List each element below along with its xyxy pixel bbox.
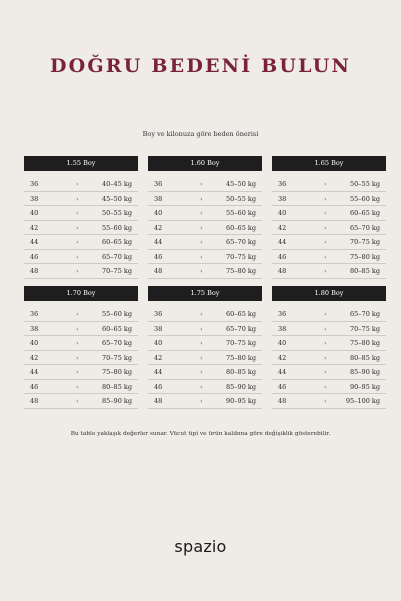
chevron-right-icon: › — [200, 194, 203, 203]
table-row — [24, 351, 138, 366]
weight-range: 95–100 kg — [345, 397, 380, 405]
weight-range: 85–90 kg — [350, 368, 380, 376]
chevron-right-icon: › — [76, 310, 79, 318]
size-tables-row-1 — [24, 156, 386, 279]
weight-range: 85–90 kg — [102, 397, 132, 405]
table-row — [272, 322, 386, 337]
weight-range: 55–60 kg — [350, 194, 380, 203]
chevron-right-icon: › — [200, 310, 203, 318]
size-tables-row-2 — [24, 286, 386, 409]
weight-range: 70–75 kg — [350, 324, 380, 333]
chevron-right-icon: › — [76, 209, 79, 217]
table-row — [272, 264, 386, 279]
chevron-right-icon: › — [324, 339, 327, 347]
weight-range: 75–80 kg — [350, 252, 380, 261]
weight-range: 70–75 kg — [226, 339, 256, 347]
weight-range: 70–75 kg — [102, 267, 132, 275]
table-header-height: 1.75 Boy — [148, 286, 262, 301]
weight-range: 75–80 kg — [226, 353, 256, 362]
size-value: 42 — [154, 223, 163, 232]
chevron-right-icon: › — [200, 267, 203, 275]
table-row — [24, 322, 138, 337]
table-row — [272, 177, 386, 192]
chevron-right-icon: › — [200, 353, 203, 362]
table-row — [24, 380, 138, 395]
chevron-right-icon: › — [76, 238, 79, 246]
table-row — [148, 250, 262, 265]
table-row — [272, 250, 386, 265]
size-value: 36 — [278, 180, 287, 188]
chevron-right-icon: › — [200, 382, 203, 391]
weight-range: 50–55 kg — [350, 180, 380, 188]
size-value: 44 — [278, 238, 287, 246]
weight-range: 60–65 kg — [102, 238, 132, 246]
table-row — [148, 264, 262, 279]
table-header-height: 1.60 Boy — [148, 156, 262, 171]
chevron-right-icon: › — [76, 194, 79, 203]
size-value: 36 — [278, 310, 287, 318]
chevron-right-icon: › — [324, 194, 327, 203]
size-value: 46 — [30, 252, 39, 261]
table-row — [24, 177, 138, 192]
size-value: 48 — [154, 267, 163, 275]
table-row — [148, 365, 262, 380]
size-value: 46 — [154, 382, 163, 391]
table-row — [272, 221, 386, 236]
size-value: 46 — [278, 382, 287, 391]
size-value: 38 — [30, 324, 39, 333]
table-row — [272, 235, 386, 250]
table-header-height: 1.55 Boy — [24, 156, 138, 171]
weight-range: 65–70 kg — [102, 252, 132, 261]
size-value: 44 — [30, 238, 39, 246]
weight-range: 70–75 kg — [350, 238, 380, 246]
weight-range: 90–95 kg — [226, 397, 256, 405]
size-table — [272, 286, 386, 409]
table-row — [148, 235, 262, 250]
table-row — [24, 394, 138, 409]
weight-range: 75–80 kg — [350, 339, 380, 347]
weight-range: 50–55 kg — [226, 194, 256, 203]
weight-range: 60–65 kg — [350, 209, 380, 217]
size-value: 48 — [278, 267, 287, 275]
chevron-right-icon: › — [324, 267, 327, 275]
size-value: 38 — [30, 194, 39, 203]
table-row — [24, 206, 138, 221]
chevron-right-icon: › — [324, 324, 327, 333]
chevron-right-icon: › — [200, 223, 203, 232]
table-row — [148, 192, 262, 207]
table-row — [148, 336, 262, 351]
weight-range: 55–60 kg — [102, 310, 132, 318]
size-value: 36 — [30, 180, 39, 188]
size-value: 40 — [154, 209, 163, 217]
size-table — [148, 286, 262, 409]
size-value: 40 — [278, 339, 287, 347]
table-header-height: 1.70 Boy — [24, 286, 138, 301]
size-table — [148, 156, 262, 279]
table-row — [148, 351, 262, 366]
table-row — [148, 394, 262, 409]
table-row — [272, 380, 386, 395]
size-value: 38 — [278, 324, 287, 333]
chevron-right-icon: › — [200, 209, 203, 217]
chevron-right-icon: › — [200, 339, 203, 347]
weight-range: 50–55 kg — [102, 209, 132, 217]
table-row — [24, 365, 138, 380]
size-table — [272, 156, 386, 279]
chevron-right-icon: › — [76, 368, 79, 376]
size-value: 40 — [278, 209, 287, 217]
weight-range: 55–60 kg — [102, 223, 132, 232]
chevron-right-icon: › — [324, 180, 327, 188]
weight-range: 80–85 kg — [350, 353, 380, 362]
size-value: 48 — [154, 397, 163, 405]
table-row — [24, 336, 138, 351]
size-value: 40 — [30, 339, 39, 347]
size-value: 42 — [278, 223, 287, 232]
size-table — [24, 156, 138, 279]
weight-range: 75–80 kg — [226, 267, 256, 275]
size-value: 44 — [154, 238, 163, 246]
table-row — [148, 221, 262, 236]
chevron-right-icon: › — [76, 382, 79, 391]
size-value: 42 — [278, 353, 287, 362]
size-value: 38 — [154, 194, 163, 203]
table-row — [272, 336, 386, 351]
weight-range: 60–65 kg — [226, 223, 256, 232]
weight-range: 40–45 kg — [102, 180, 132, 188]
weight-range: 60–65 kg — [226, 310, 256, 318]
weight-range: 45–50 kg — [226, 180, 256, 188]
table-row — [24, 221, 138, 236]
page-title: DOĞRU BEDENİ BULUN — [49, 55, 352, 77]
weight-range: 80–85 kg — [350, 267, 380, 275]
chevron-right-icon: › — [324, 368, 327, 376]
size-value: 36 — [30, 310, 39, 318]
size-value: 38 — [278, 194, 287, 203]
chevron-right-icon: › — [324, 223, 327, 232]
weight-range: 45–50 kg — [102, 194, 132, 203]
chevron-right-icon: › — [76, 180, 79, 188]
weight-range: 70–75 kg — [226, 252, 256, 261]
chevron-right-icon: › — [324, 252, 327, 261]
table-row — [272, 206, 386, 221]
weight-range: 65–70 kg — [226, 324, 256, 333]
weight-range: 75–80 kg — [102, 368, 132, 376]
chevron-right-icon: › — [76, 339, 79, 347]
chevron-right-icon: › — [324, 209, 327, 217]
table-row — [272, 394, 386, 409]
size-value: 48 — [278, 397, 287, 405]
table-row — [148, 177, 262, 192]
size-value: 44 — [278, 368, 287, 376]
size-value: 36 — [154, 180, 163, 188]
size-value: 44 — [154, 368, 163, 376]
disclaimer-note: Bu tablo yaklaşık değerler sunar. Vücut tipi ve ürün kalıbına göre değişiklik gösterebilir. — [70, 431, 331, 437]
weight-range: 65–70 kg — [350, 223, 380, 232]
chevron-right-icon: › — [76, 267, 79, 275]
chevron-right-icon: › — [324, 397, 327, 405]
table-row — [272, 307, 386, 322]
size-value: 38 — [154, 324, 163, 333]
size-value: 42 — [154, 353, 163, 362]
weight-range: 80–85 kg — [226, 368, 256, 376]
weight-range: 80–85 kg — [102, 382, 132, 391]
table-row — [24, 192, 138, 207]
size-value: 40 — [30, 209, 39, 217]
chevron-right-icon: › — [200, 238, 203, 246]
weight-range: 90–95 kg — [350, 382, 380, 391]
chevron-right-icon: › — [200, 252, 203, 261]
size-value: 46 — [154, 252, 163, 261]
chevron-right-icon: › — [76, 252, 79, 261]
weight-range: 65–70 kg — [102, 339, 132, 347]
size-table — [24, 286, 138, 409]
table-row — [148, 380, 262, 395]
size-value: 36 — [154, 310, 163, 318]
weight-range: 70–75 kg — [102, 353, 132, 362]
size-value: 44 — [30, 368, 39, 376]
table-header-height: 1.80 Boy — [272, 286, 386, 301]
table-row — [148, 322, 262, 337]
table-header-height: 1.65 Boy — [272, 156, 386, 171]
table-row — [148, 206, 262, 221]
size-value: 48 — [30, 267, 39, 275]
weight-range: 85–90 kg — [226, 382, 256, 391]
table-row — [272, 365, 386, 380]
size-value: 40 — [154, 339, 163, 347]
size-value: 42 — [30, 223, 39, 232]
brand-logo: spazio — [174, 537, 227, 556]
weight-range: 65–70 kg — [226, 238, 256, 246]
table-row — [24, 264, 138, 279]
weight-range: 65–70 kg — [350, 310, 380, 318]
size-value: 46 — [278, 252, 287, 261]
size-value: 46 — [30, 382, 39, 391]
chevron-right-icon: › — [324, 310, 327, 318]
size-value: 42 — [30, 353, 39, 362]
chevron-right-icon: › — [200, 368, 203, 376]
page-subtitle: Boy ve kilonuza göre beden önerisi — [142, 130, 259, 138]
weight-range: 60–65 kg — [102, 324, 132, 333]
chevron-right-icon: › — [76, 397, 79, 405]
table-row — [272, 192, 386, 207]
chevron-right-icon: › — [324, 353, 327, 362]
table-row — [272, 351, 386, 366]
chevron-right-icon: › — [324, 238, 327, 246]
chevron-right-icon: › — [76, 223, 79, 232]
weight-range: 55–60 kg — [226, 209, 256, 217]
chevron-right-icon: › — [324, 382, 327, 391]
size-value: 48 — [30, 397, 39, 405]
chevron-right-icon: › — [200, 324, 203, 333]
table-row — [24, 250, 138, 265]
table-row — [24, 235, 138, 250]
chevron-right-icon: › — [76, 353, 79, 362]
chevron-right-icon: › — [76, 324, 79, 333]
chevron-right-icon: › — [200, 397, 203, 405]
table-row — [24, 307, 138, 322]
table-row — [148, 307, 262, 322]
chevron-right-icon: › — [200, 180, 203, 188]
